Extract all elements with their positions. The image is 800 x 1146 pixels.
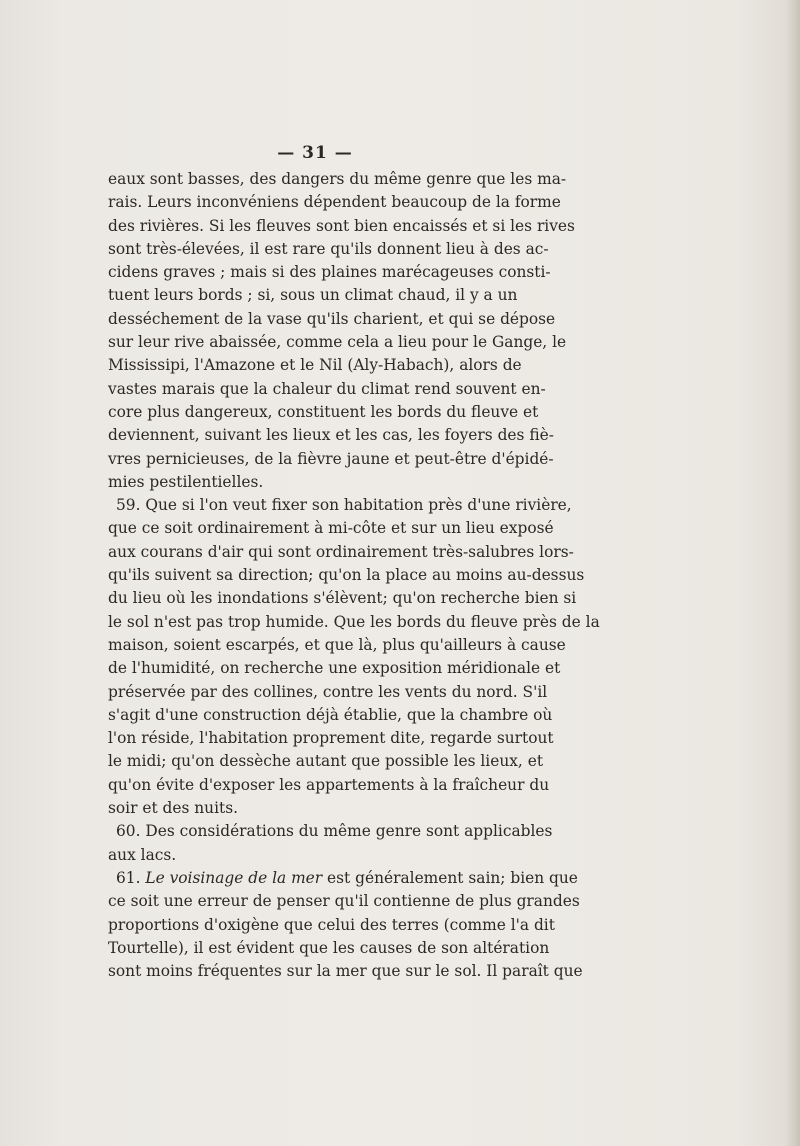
text-line: le sol n'est pas trop humide. Que les bords du fleuve près de la [108,612,600,631]
text-line: cidens graves ; mais si des plaines marécageuses consti- [108,263,551,282]
text-line: aux courans d'air qui sont ordinairement très-salubres lors- [108,542,574,561]
text-line: deviennent, suivant les lieux et les cas, les foyers des fiè- [108,426,554,445]
text-line: que ce soit ordinairement à mi-côte et sur un lieu exposé [108,519,554,538]
text-line: s'agit d'une construction déjà établie, que la chambre où [108,705,553,724]
text-line: desséchement de la vase qu'ils charient, et qui se dépose [108,309,556,328]
text-line: rais. Leurs inconvéniens dépendent beaucoup de la forme [108,193,561,212]
page-number: — 31 — [277,143,353,163]
text-line: eaux sont basses, des dangers du même genre que les ma- [108,170,567,188]
text-line: qu'on évite d'exposer les appartements à la fraîcheur du [108,775,550,794]
text-line: vastes marais que la chaleur du climat rend souvent en- [108,379,546,398]
text-line: tuent leurs bords ; si, sous un climat chaud, il y a un [108,286,518,305]
body-text [108,168,600,983]
text-line: sur leur rive abaissée, comme cela a lieu pour le Gange, le [108,333,567,352]
text-line: des rivières. Si les fleuves sont bien encaissés et si les rives [108,216,575,235]
text-line: maison, soient escarpés, et que là, plus qu'ailleurs à cause [108,635,566,654]
text-line: Mississipi, l'Amazone et le Nil (Aly-Habach), alors de [108,356,522,375]
text-line: le midi; qu'on dessèche autant que possible les lieux, et [108,752,544,771]
text-line: vres pernicieuses, de la fièvre jaune et peut-être d'épidé- [108,449,554,468]
text-line: soir et des nuits. [108,799,238,818]
text-line: 59. Que si l'on veut fixer son habitation près d'une rivière, [116,496,572,515]
text-line: l'on réside, l'habitation proprement dite, regarde surtout [108,729,554,748]
text-line: préservée par des collines, contre les vents du nord. S'il [108,682,548,701]
text-line: core plus dangereux, constituent les bords du fleuve et [108,402,539,421]
text-line: 61. Le voisinage de la mer est généralement sain; bien que [116,868,578,887]
text-line: de l'humidité, on recherche une exposition méridionale et [108,659,561,678]
text-line: Tourtelle), il est évident que les causes de son altération [108,938,550,957]
text-line: du lieu où les inondations s'élèvent; qu'on recherche bien si [108,589,577,608]
text-line: aux lacs. [108,845,177,864]
text-line: qu'ils suivent sa direction; qu'on la place au moins au-dessus [108,566,585,585]
text-line: sont moins fréquentes sur la mer que sur le sol. Il paraît que [108,962,583,981]
text-line: proportions d'oxigène que celui des terres (comme l'a dit [108,915,555,934]
text-line: 60. Des considérations du même genre sont applicables [116,822,553,841]
text-line: sont très-élevées, il est rare qu'ils donnent lieu à des ac- [108,239,549,258]
text-line: ce soit une erreur de penser qu'il contienne de plus grandes [108,892,580,911]
page-edge-shadow [786,0,800,1146]
text-line: mies pestilentielles. [108,472,264,491]
